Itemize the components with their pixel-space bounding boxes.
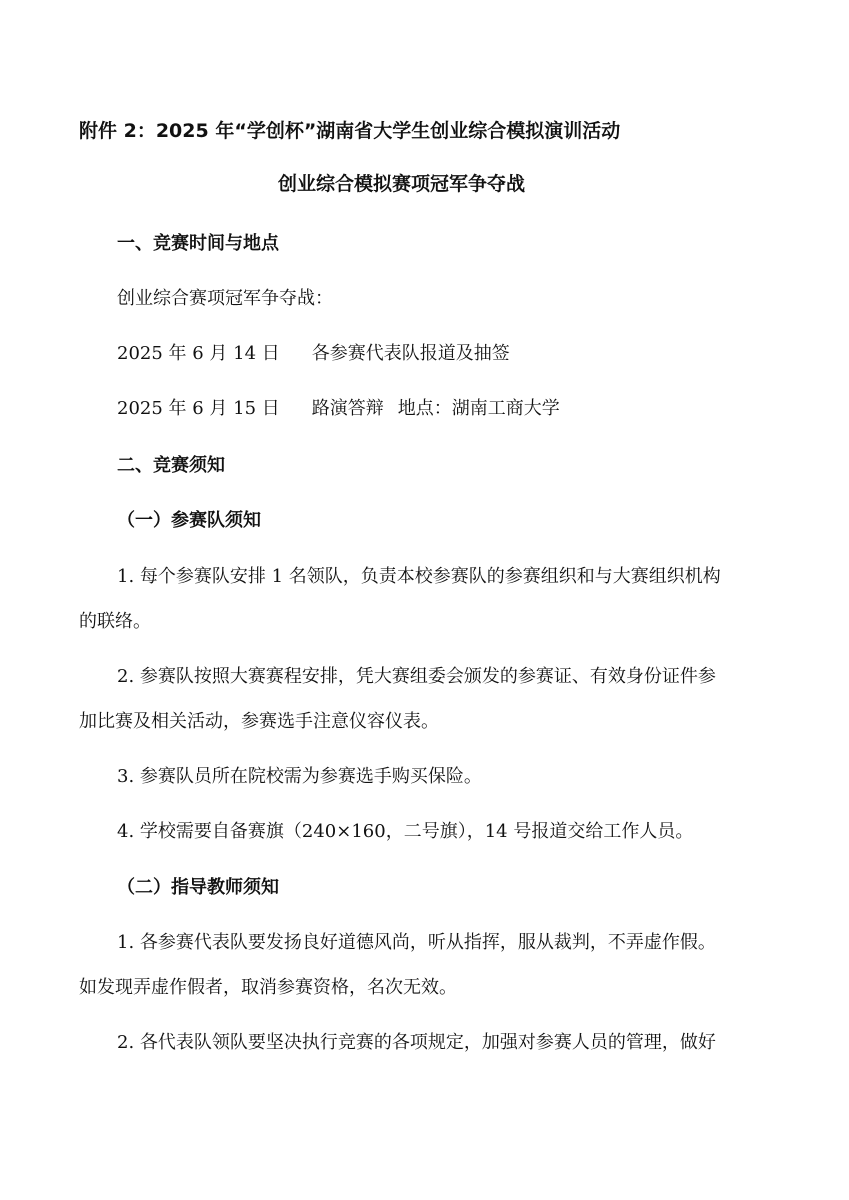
sub2-heading: （二）指导教师须知 bbox=[117, 877, 279, 898]
section1-heading: 一、竞赛时间与地点 bbox=[117, 233, 279, 254]
paragraph-line: 4. 学校需要自备赛旗（240×160，二号旗），14 号报道交给工作人员。 bbox=[117, 821, 694, 842]
schedule-event: 路演答辩 bbox=[311, 398, 384, 419]
paragraph-line: 3. 参赛队员所在院校需为参赛选手购买保险。 bbox=[117, 766, 482, 787]
doc-title-line2: 创业综合模拟赛项冠军争夺战 bbox=[278, 173, 526, 195]
schedule-row bbox=[117, 342, 510, 366]
paragraph-line: 如发现弄虚作假者，取消参赛资格，名次无效。 bbox=[79, 977, 457, 998]
schedule-event: 各参赛代表队报道及抽签 bbox=[311, 343, 510, 364]
sub1-heading: （一）参赛队须知 bbox=[117, 510, 261, 531]
section2-heading: 二、竞赛须知 bbox=[117, 455, 225, 476]
schedule-date: 2025 年 6 月 14 日 bbox=[117, 343, 280, 364]
paragraph-line: 2. 参赛队按照大赛赛程安排，凭大赛组委会颁发的参赛证、有效身份证件参 bbox=[117, 666, 716, 687]
doc-title-line1: 附件 2：2025 年“学创杯”湖南省大学生创业综合模拟演训活动 bbox=[79, 120, 621, 142]
schedule-place: 地点：湖南工商大学 bbox=[397, 398, 560, 419]
section1-intro: 创业综合赛项冠军争夺战： bbox=[117, 288, 333, 309]
paragraph-line: 1. 各参赛代表队要发扬良好道德风尚，听从指挥，服从裁判，不弄虚作假。 bbox=[117, 932, 716, 953]
paragraph-line: 加比赛及相关活动，参赛选手注意仪容仪表。 bbox=[79, 711, 439, 732]
paragraph-line: 2. 各代表队领队要坚决执行竞赛的各项规定，加强对参赛人员的管理，做好 bbox=[117, 1032, 716, 1053]
paragraph-line: 的联络。 bbox=[79, 611, 151, 632]
schedule-date: 2025 年 6 月 15 日 bbox=[117, 398, 280, 419]
paragraph-line: 1. 每个参赛队安排 1 名领队，负责本校参赛队的参赛组织和与大赛组织机构 bbox=[117, 566, 721, 587]
schedule-row bbox=[117, 397, 560, 421]
